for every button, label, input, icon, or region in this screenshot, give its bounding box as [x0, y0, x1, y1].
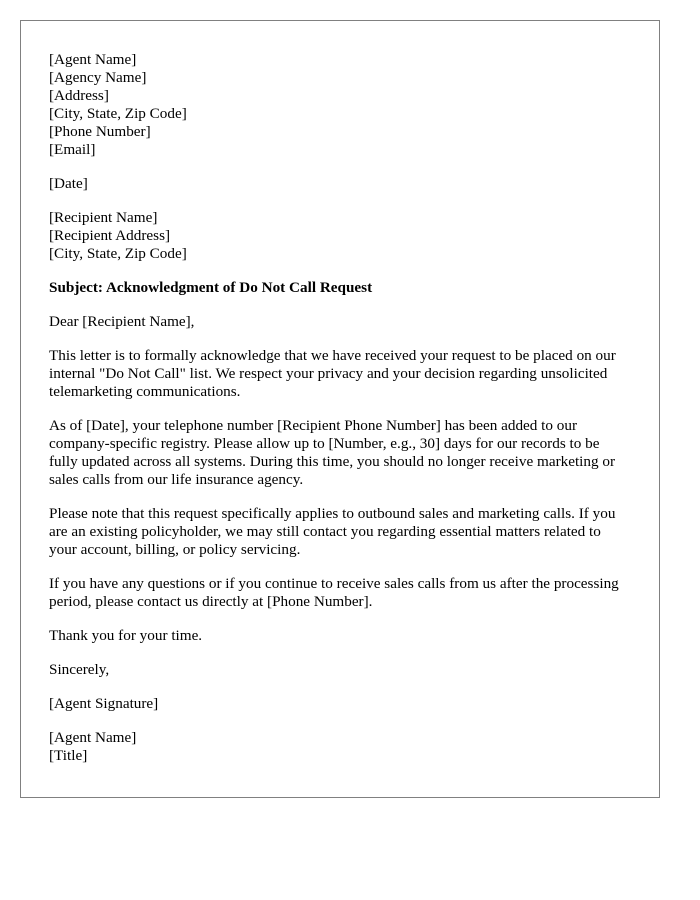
- paragraph-text: This letter is to formally acknowledge that we have received your request to be placed on our internal "Do Not Call" list. We respect your privacy and your decision regarding unsolicited telemarketing communications.: [49, 347, 616, 400]
- agent-signature: [Agent Signature]: [49, 695, 159, 712]
- closing-line: Sincerely,: [49, 661, 110, 678]
- sender-block: [49, 51, 631, 159]
- letter-date: [Date]: [49, 175, 88, 192]
- body-paragraph-1: [49, 347, 631, 401]
- thanks-block: [49, 627, 631, 645]
- closing-block: [49, 661, 631, 679]
- paragraph-text: If you have any questions or if you continue to receive sales calls from us after the processing period, please contact us directly at [Phone Number].: [49, 575, 619, 610]
- recipient-city-state-zip: [City, State, Zip Code]: [49, 245, 187, 262]
- recipient-block: [49, 209, 631, 263]
- recipient-name: [Recipient Name]: [49, 209, 158, 226]
- salutation-block: [49, 313, 631, 331]
- sender-address: [Address]: [49, 87, 109, 104]
- subject-line: Subject: Acknowledgment of Do Not Call Request: [49, 279, 373, 296]
- salutation: Dear [Recipient Name],: [49, 313, 195, 330]
- thanks-line: Thank you for your time.: [49, 627, 203, 644]
- sender-city-state-zip: [City, State, Zip Code]: [49, 105, 187, 122]
- paragraph-text: As of [Date], your telephone number [Recipient Phone Number] has been added to our company-specific registry. Please allow up to [Number, e.g., 30] days for our records to be fully updated across all systems. During this time, you should no longer receive marketing or sales calls from our life insurance agency.: [49, 417, 616, 488]
- paragraph-text: Please note that this request specifically applies to outbound sales and marketing calls. If you are an existing policyholder, we may still contact you regarding essential matters related to your account, billing, or policy servicing.: [49, 505, 616, 558]
- date-block: [49, 175, 631, 193]
- signature-block: [49, 695, 631, 713]
- signoff-title: [Title]: [49, 747, 88, 764]
- sender-phone: [Phone Number]: [49, 123, 151, 140]
- sender-email: [Email]: [49, 141, 96, 158]
- body-paragraph-3: [49, 505, 631, 559]
- recipient-address: [Recipient Address]: [49, 227, 171, 244]
- body-paragraph-2: [49, 417, 631, 489]
- letter-page: [20, 20, 660, 798]
- sender-agent-name: [Agent Name]: [49, 51, 137, 68]
- body-paragraph-4: [49, 575, 631, 611]
- subject-block: [49, 279, 631, 297]
- signoff-name: [Agent Name]: [49, 729, 137, 746]
- sender-agency-name: [Agency Name]: [49, 69, 147, 86]
- signoff-block: [49, 729, 631, 765]
